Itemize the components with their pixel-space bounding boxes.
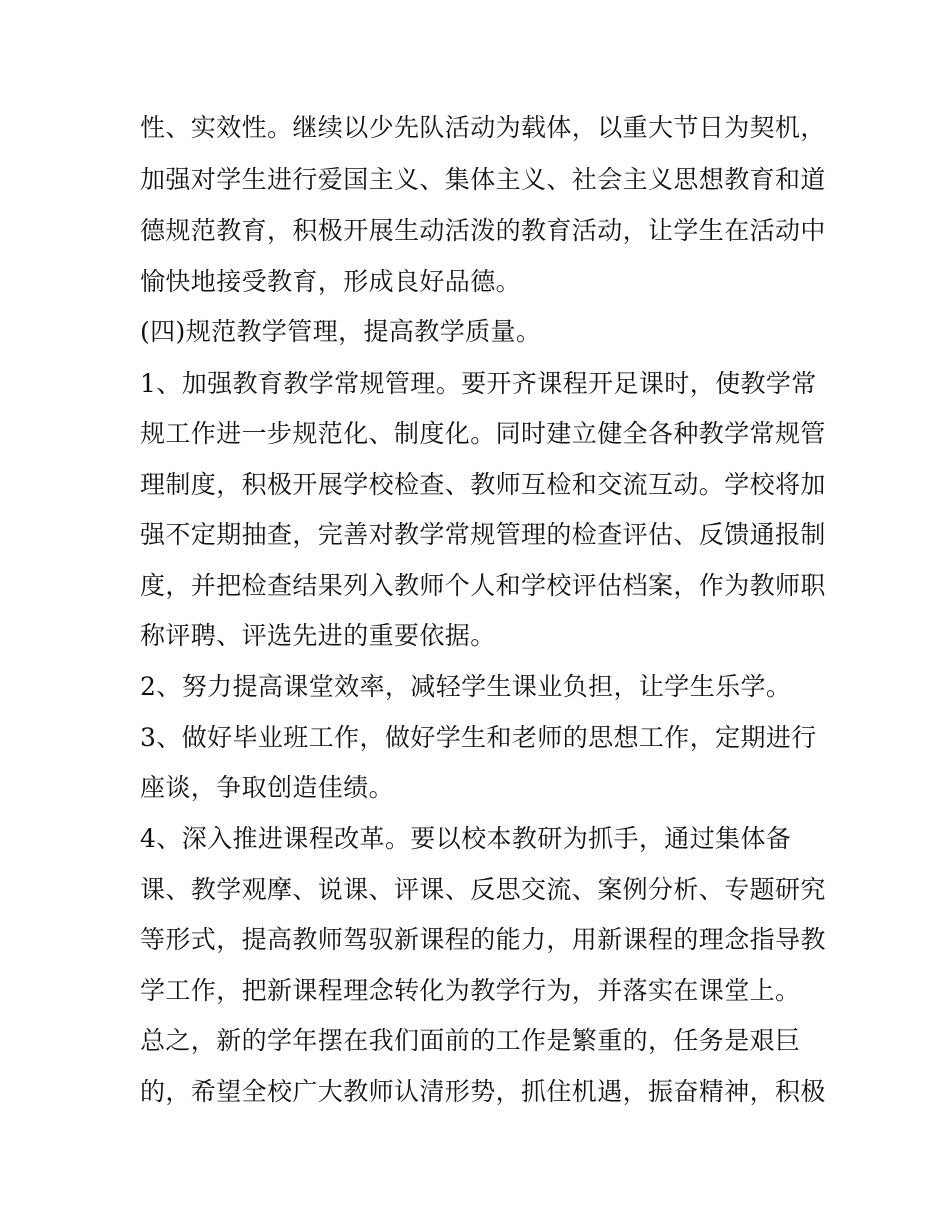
text-line: 度，并把检查结果列入教师个人和学校评估档案，作为教师职 [140,571,826,600]
text-line: 4、深入推进课程改革。要以校本教研为抓手，通过集体备 [140,824,792,853]
section-heading: (四)规范教学管理，提高教学质量。 [140,317,542,346]
text-line: 3、做好毕业班工作，做好学生和老师的思想工作，定期进行 [140,723,817,752]
text-line: 学工作，把新课程理念转化为教学行为，并落实在课堂上。 [140,976,801,1005]
text-line: 强不定期抽查，完善对教学常规管理的检查评估、反馈通报制 [140,520,826,549]
text-line: 德规范教育，积极开展生动活泼的教育活动，让学生在活动中 [140,216,826,245]
text-line: 理制度，积极开展学校检查、教师互检和交流互动。学校将加 [140,470,826,499]
text-line: 2、努力提高课堂效率，减轻学生课业负担，让学生乐学。 [140,672,792,701]
text-line: 规工作进一步规范化、制度化。同时建立健全各种教学常规管 [140,419,826,448]
text-line: 性、实效性。继续以少先队活动为载体，以重大节日为契机， [140,113,826,142]
text-line: 座谈，争取创造佳绩。 [140,773,395,802]
text-line: 称评聘、评选先进的重要依据。 [140,621,496,650]
text-line: 的，希望全校广大教师认清形势，抓住机遇，振奋精神，积极 [140,1077,826,1106]
text-line: 1、加强教育教学常规管理。要开齐课程开足课时，使教学常 [140,369,817,398]
text-line: 愉快地接受教育，形成良好品德。 [140,267,522,296]
text-line: 等形式，提高教师驾驭新课程的能力，用新课程的理念指导教 [140,925,826,954]
text-line: 课、教学观摩、说课、评课、反思交流、案例分析、专题研究 [140,875,826,904]
text-line: 总之，新的学年摆在我们面前的工作是繁重的，任务是艰巨 [140,1026,801,1055]
text-line: 加强对学生进行爱国主义、集体主义、社会主义思想教育和道 [140,165,826,194]
